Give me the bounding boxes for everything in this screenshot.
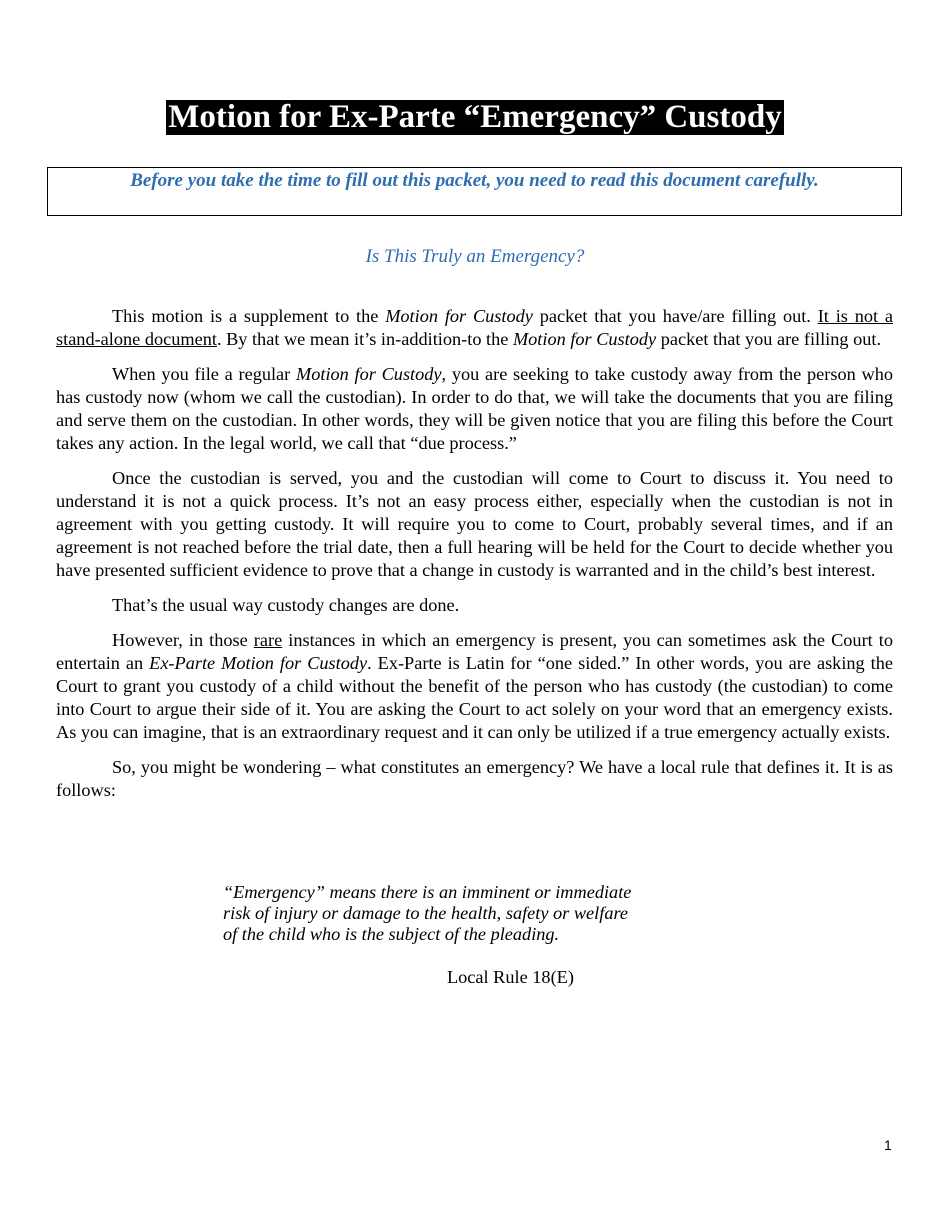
paragraph-supplement [56, 305, 893, 351]
notice-box: Before you take the time to fill out this packet, you need to read this document carefully. [47, 167, 902, 216]
text-run: instances in which an emergency is present, you can sometimes ask the Court to entertain an [56, 630, 894, 673]
text-run-italic: Motion for Custody [385, 306, 533, 326]
paragraph-usual-way: That’s the usual way custody changes are done. [112, 595, 460, 615]
text-run: , you are seeking to take custody away from the person who has custody now (whom we call the custodian). In order to do that, we will take the documents that you are filing and serve them on the custodian. In other words, they will be given notice that you are filing this before the Court takes any action. In the legal world, we call that “due process.” [56, 364, 893, 453]
text-run-italic: Ex-Parte Motion for Custody [149, 653, 368, 673]
paragraph-regular-motion [56, 363, 893, 455]
text-run-underlined: rare [253, 630, 283, 650]
text-run-underlined: It is not a stand-alone document [56, 306, 893, 349]
page-number: 1 [884, 1137, 892, 1153]
rule-quote: “Emergency” means there is an imminent or immediate risk of injury or damage to the health, safety or welfare of the child who is the subject of the pleading. [223, 882, 632, 944]
body-text [56, 305, 893, 814]
text-run: packet that you have/are filling out. [532, 306, 818, 326]
text-run-italic: Motion for Custody [512, 329, 657, 349]
text-run: However, in those [112, 630, 254, 650]
rule-citation: Local Rule 18(E) [447, 967, 574, 987]
text-run: This motion is a supplement to the [112, 306, 386, 326]
title-container [0, 100, 950, 135]
paragraph-ex-parte [56, 629, 893, 744]
text-run: When you file a regular [112, 364, 296, 384]
text-run: . By that we mean it’s in-addition-to the [216, 329, 513, 349]
section-heading: Is This Truly an Emergency? [365, 246, 585, 267]
text-run-italic: Motion for Custody [296, 364, 442, 384]
page-title: Motion for Ex-Parte “Emergency” Custody [168, 99, 782, 135]
paragraph-custodian-served: Once the custodian is served, you and the custodian will come to Court to discuss it. You need to understand it is not a quick process. It’s not an easy process either, especially when the custodian is not in agreement with you getting custody. It will require you to come to Court, probably several times, and if an agreement is not reached before the trial date, then a full hearing will be held for the Court to decide whether you have presented sufficient evidence to prove that a change in custody is warranted and in the child’s best interest. [56, 468, 893, 580]
text-run: . Ex-Parte is Latin for “one sided.” In other words, you are asking the Court to grant you custody of a child without the benefit of the person who has custody (the custodian) to come into Court to argue their side of it. You are asking the Court to act solely on your word that an emergency exists. As you can imagine, that is an extraordinary request and it can only be utilized if a true emergency actually exists. [56, 653, 893, 742]
paragraph-emergency-definition: So, you might be wondering – what constitutes an emergency? We have a local rule that defines it. It is as follows: [56, 757, 893, 800]
text-run: packet that you are filling out. [656, 329, 882, 349]
